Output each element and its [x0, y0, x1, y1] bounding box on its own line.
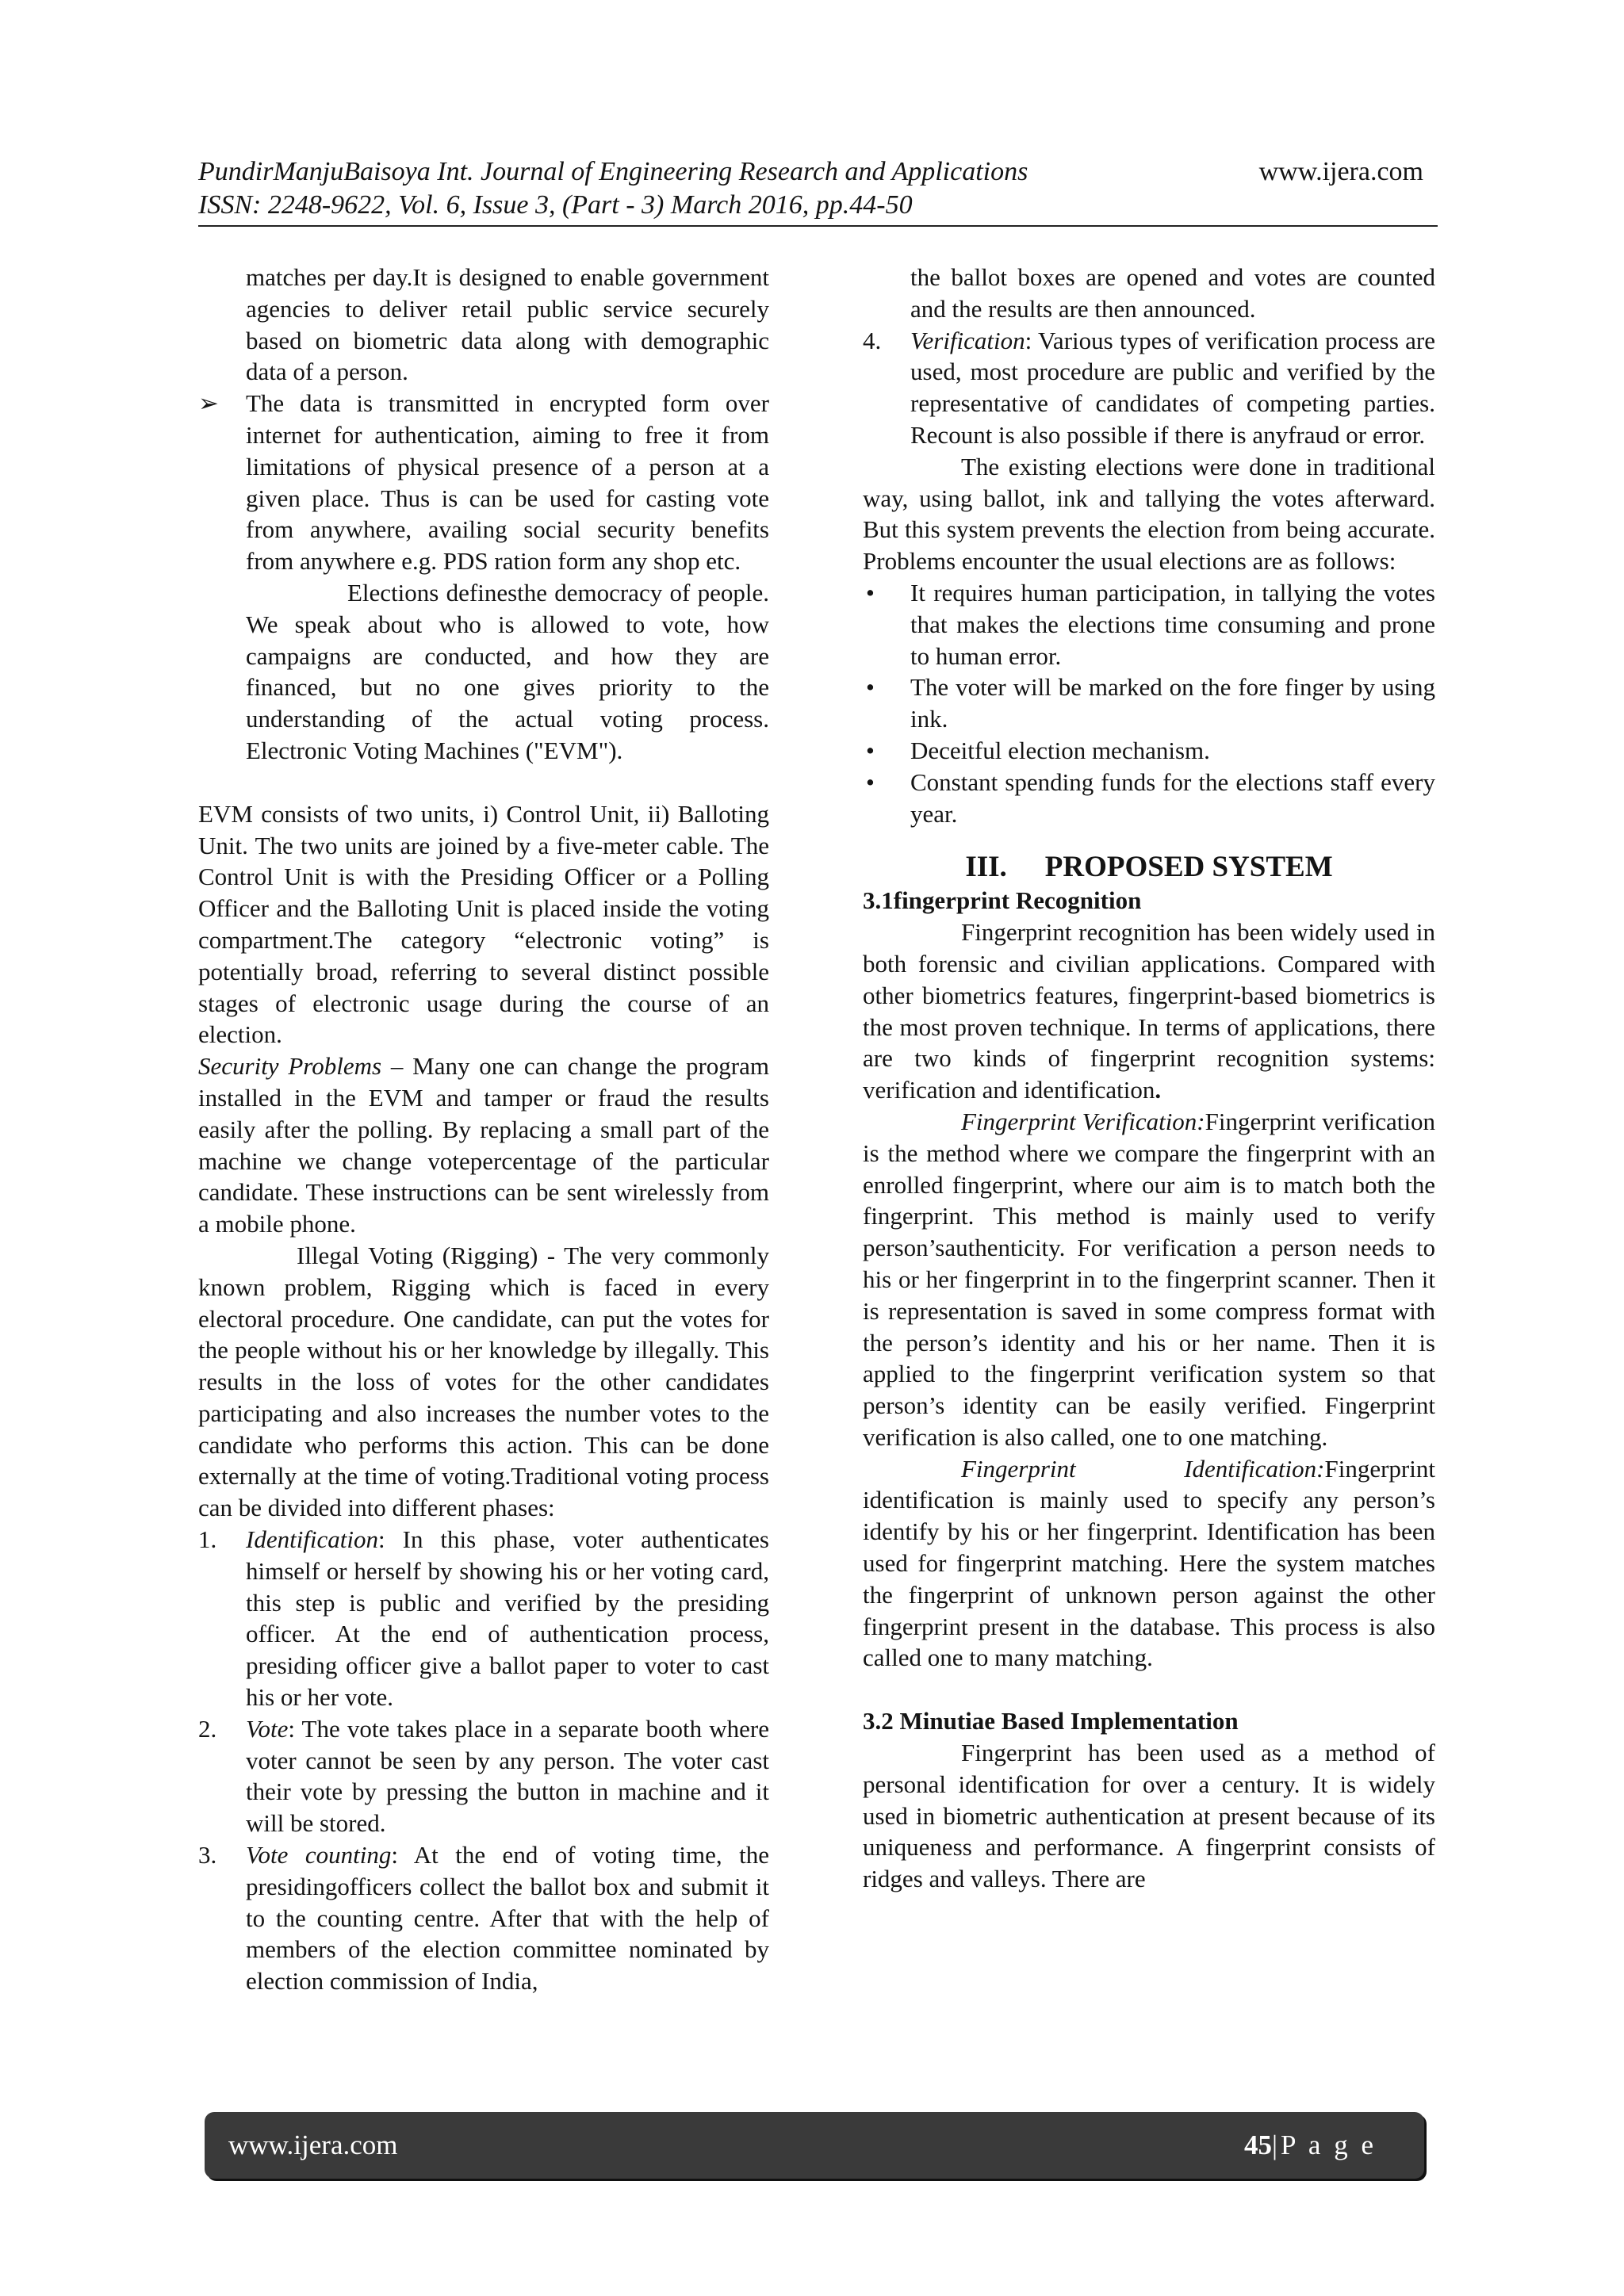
- page-number-value: 45: [1244, 2130, 1272, 2160]
- paragraph: The existing elections were done in traditional way, using ballot, ink and tallying the votes afterward. But this system prevents the election from being accurate. Problems encounter the usual elections are as follows:: [863, 452, 1435, 576]
- list-number: 2.: [198, 1714, 217, 1743]
- issn-line: ISSN: 2248-9622, Vol. 6, Issue 3, (Part - 3) March 2016, pp.44-50: [198, 190, 913, 220]
- bullet-item: [863, 577, 1435, 672]
- page-label: |P a g e: [1272, 2130, 1377, 2160]
- list-item: [198, 1839, 769, 1997]
- bullet-item: [863, 672, 1435, 735]
- paragraph: Fingerprint has been used as a method of personal identification for over a century. It is widely used in biometric authentication at present because of its uniqueness and performance. A fingerprint consists of ridges and valleys. There are: [863, 1739, 1435, 1893]
- paragraph: [863, 916, 1435, 1106]
- bullet-text: Constant spending funds for the elections staff every year.: [910, 767, 1435, 828]
- paragraph: [198, 1240, 769, 1524]
- italic-term: Fingerprint Identification:: [961, 1454, 1325, 1483]
- list-text: : Various types of verification process are used, most procedure are public and verified by the representative of candidates of competing parties. Recount is also possible if there is anyfraud or error.: [910, 326, 1435, 449]
- bullet-item: [863, 735, 1435, 767]
- bullet-icon: •: [866, 767, 875, 796]
- italic-term: Verification: [910, 326, 1025, 354]
- list-text: : At the end of voting time, the presidingofficers collect the ballot box and submit it to the counting centre. After that with the help of members of the election committee nominated by election commission of India,: [246, 1841, 769, 1996]
- section-heading: [863, 850, 1435, 885]
- footer-site-link[interactable]: www.ijera.com: [228, 2130, 398, 2160]
- paragraph: Elections definesthe democracy of people. We speak about who is allowed to vote, how campaigns are conducted, and how they are financed, but no one gives priority to the understanding of the actual voting process. Electronic Voting Machines ("EVM").: [246, 578, 769, 764]
- italic-term: Vote counting: [246, 1841, 392, 1869]
- bullet-icon: •: [866, 673, 875, 702]
- list-number: 3.: [198, 1841, 217, 1869]
- italic-term: Security Problems: [198, 1052, 382, 1081]
- paragraph: [863, 1453, 1435, 1674]
- bullet-text: It requires human participation, in tallying the votes that makes the elections time consuming and prone to human error.: [910, 578, 1435, 670]
- paragraph-text: Fingerprint recognition has been widely used in both forensic and civilian applications. Compared with other biometrics features, fingerprint-based biometrics is the most proven technique. In terms of applications, there are two kinds of fingerprint recognition systems: verification and identification: [863, 918, 1435, 1104]
- paragraph: the ballot boxes are opened and votes are counted and the results are then announced.: [910, 263, 1435, 323]
- arrow-bullet-item: [198, 388, 769, 577]
- list-text: : The vote takes place in a separate booth where voter cannot be seen by any person. The voter cast their vote by pressing the button in machine and it will be stored.: [246, 1714, 769, 1838]
- paragraph-text: – Many one can change the program installed in the EVM and tamper or fraud the results easily after the polling. By replacing a small part of the machine we change votepercentage of the particular candidate. These instructions can be sent wirelessly from a mobile phone.: [198, 1052, 769, 1238]
- italic-term: Vote: [246, 1714, 289, 1743]
- list-item: [198, 1524, 769, 1713]
- paragraph-text: The very commonly known problem, Rigging which is faced in every electoral procedure. One candidate, can put the votes for the people without his or her knowledge by illegally. This results in the loss of votes for the other candidates participating and also increases the number votes to the candidate who performs this action. This can be done externally at the time of voting.Traditional voting process can be divided into different phases:: [198, 1241, 769, 1522]
- bullet-text: The voter will be marked on the fore finger by using ink.: [910, 673, 1435, 733]
- paragraph: [198, 1050, 769, 1240]
- section-number: III.: [965, 851, 1007, 884]
- paragraph-text: Fingerprint identification is mainly used to specify any person’s identify by his or her fingerprint. Identification has been used for fingerprint matching. Here the system matches the fingerprint of unknown person against the other fingerprint present in the database. This process is also called one to many matching.: [863, 1454, 1435, 1672]
- paragraph: The data is transmitted in encrypted form over internet for authentication, aiming to free it from limitations of physical presence of a person at a given place. Thus is can be used for casting vote from anywhere, availing social security benefits from anywhere e.g. PDS ration form any shop etc.: [246, 389, 769, 576]
- bullet-text: Deceitful election mechanism.: [910, 736, 1210, 764]
- paragraph: EVM consists of two units, i) Control Unit, ii) Balloting Unit. The two units are joined by a five-meter cable. The Control Unit is with the Presiding Officer or a Polling Officer and the Balloting Unit is placed inside the voting compartment.The category “electronic voting” is potentially broad, referring to several distinct possible stages of electronic usage during the course of an election.: [198, 799, 769, 1049]
- header-site-link[interactable]: www.ijera.com: [1258, 157, 1423, 186]
- section-title: PROPOSED SYSTEM: [1044, 851, 1333, 884]
- bullet-icon: •: [866, 578, 875, 607]
- paragraph-text: Fingerprint verification is the method where we compare the fingerprint with an enrolled fingerprint, where our aim is to match both the fingerprint. This method is mainly used to verify person’sauthenticity. For verification a person needs to his or her fingerprint in to the fingerprint scanner. Then it is representation is saved in some compress format with the person’s identity and his or her name. Then it is applied to the fingerprint verification system so that person’s identity can be easily verified. Fingerprint verification is also called, one to one matching.: [863, 1107, 1435, 1451]
- page-footer: [205, 2112, 1424, 2179]
- italic-term: Fingerprint Verification:: [961, 1107, 1205, 1135]
- bullet-icon: •: [866, 736, 875, 764]
- list-text: : In this phase, voter authenticates himself or herself by showing his or her voting card, this step is public and verified by the presiding officer. At the end of authentication process, presiding officer give a ballot paper to voter to cast his or her vote.: [246, 1525, 769, 1712]
- subsection-heading: 3.1fingerprint Recognition: [863, 886, 1142, 915]
- list-number: 1.: [198, 1525, 217, 1554]
- right-column: [863, 262, 1435, 1895]
- left-column: [198, 262, 769, 1997]
- bullet-item: [863, 767, 1435, 830]
- list-item: [863, 325, 1435, 451]
- paragraph: matches per day.It is designed to enable government agencies to deliver retail public service securely based on biometric data along with demographic data of a person.: [246, 263, 769, 386]
- list-number: 4.: [863, 326, 882, 354]
- italic-term: Identification: [246, 1525, 379, 1554]
- journal-title: PundirManjuBaisoya Int. Journal of Engineering Research and Applications: [198, 157, 1028, 186]
- paragraph-lead: Illegal Voting (Rigging) -: [297, 1241, 565, 1269]
- subsection-heading: 3.2 Minutiae Based Implementation: [863, 1707, 1239, 1735]
- running-header: [198, 155, 1438, 227]
- page-number: [1244, 2130, 1377, 2161]
- list-item: [198, 1713, 769, 1839]
- arrow-bullet-icon: ➢: [198, 389, 219, 418]
- paragraph: [863, 1106, 1435, 1453]
- paragraph-end: .: [1155, 1076, 1162, 1104]
